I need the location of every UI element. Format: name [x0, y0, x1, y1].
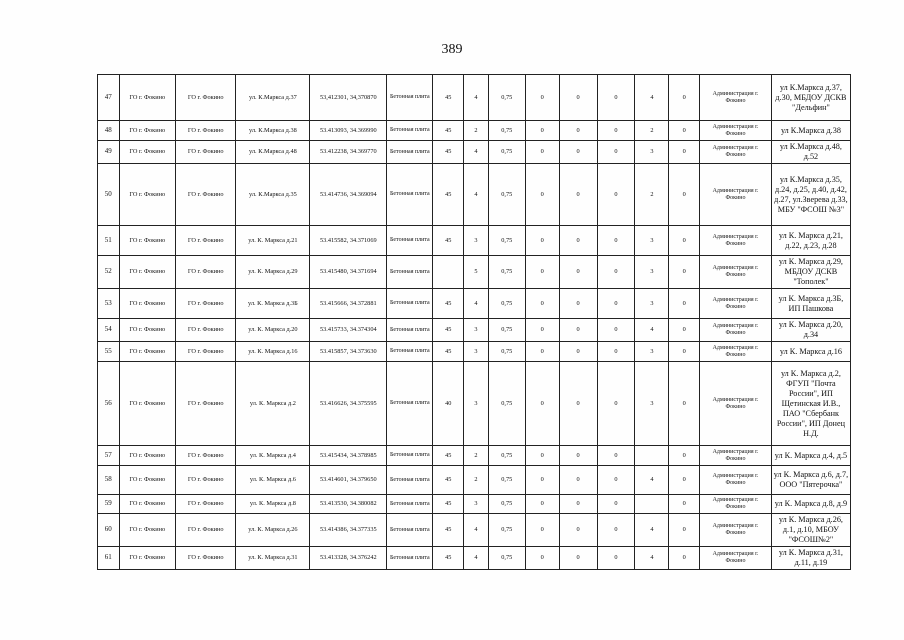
street-address-cell: ул. К. Маркса д.3Б: [236, 289, 310, 319]
value-cell-3: 0: [597, 319, 635, 342]
surface-cell: Бетонная плита: [387, 289, 433, 319]
value-cell-4: 4: [635, 319, 669, 342]
row-number: 48: [98, 121, 120, 141]
row-number: 47: [98, 75, 120, 121]
street-address-cell: ул. К. Маркса д.31: [236, 547, 310, 570]
surface-cell: Бетонная плита: [387, 121, 433, 141]
value-cell-5: 0: [669, 121, 700, 141]
container-count-cell: 4: [464, 547, 489, 570]
coordinates-cell: 53.413530, 34.380082: [310, 495, 387, 514]
value-cell-4: 4: [635, 547, 669, 570]
table-row: [98, 495, 851, 514]
owner-cell: Администрация г. Фокино: [700, 141, 772, 164]
street-address-cell: ул. К.Маркса д.37: [236, 75, 310, 121]
container-count-cell: 3: [464, 495, 489, 514]
coordinates-cell: 53.414601, 34.379650: [310, 466, 387, 495]
value-cell-3: 0: [597, 514, 635, 547]
area-cell: 45: [433, 164, 464, 226]
owner-cell: Администрация г. Фокино: [700, 342, 772, 362]
served-addresses-cell: ул К. Маркса д.8, д.9: [771, 495, 850, 514]
locality-cell: ГО г. Фокино: [175, 121, 236, 141]
coordinates-cell: 53.414386, 34.377335: [310, 514, 387, 547]
area-cell: 45: [433, 466, 464, 495]
surface-cell: Бетонная плита: [387, 164, 433, 226]
value-cell-4: 3: [635, 342, 669, 362]
locality-cell: ГО г. Фокино: [175, 514, 236, 547]
row-number: 55: [98, 342, 120, 362]
value-cell-1: 0: [525, 121, 559, 141]
served-addresses-cell: ул К. Маркса д.3Б, ИП Пашкова: [771, 289, 850, 319]
street-address-cell: ул. К. Маркса д.21: [236, 226, 310, 256]
container-volume-cell: 0,75: [488, 466, 525, 495]
coordinates-cell: 53.415857, 34.373630: [310, 342, 387, 362]
table-row: [98, 75, 851, 121]
surface-cell: Бетонная плита: [387, 256, 433, 289]
container-count-cell: 2: [464, 466, 489, 495]
value-cell-1: 0: [525, 362, 559, 446]
value-cell-1: 0: [525, 514, 559, 547]
container-sites-table: [97, 74, 851, 570]
district-cell: ГО г. Фокино: [119, 514, 175, 547]
served-addresses-cell: ул К. Маркса д.29, МБДОУ ДСКВ "Тополек": [771, 256, 850, 289]
value-cell-3: 0: [597, 495, 635, 514]
coordinates-cell: 53.416626, 34.375595: [310, 362, 387, 446]
value-cell-4: 4: [635, 75, 669, 121]
table-row: [98, 121, 851, 141]
locality-cell: ГО г. Фокино: [175, 547, 236, 570]
coordinates-cell: 53.415582, 34.371069: [310, 226, 387, 256]
value-cell-1: 0: [525, 75, 559, 121]
value-cell-5: 0: [669, 514, 700, 547]
street-address-cell: ул. К. Маркса д.8: [236, 495, 310, 514]
district-cell: ГО г. Фокино: [119, 226, 175, 256]
value-cell-4: 3: [635, 289, 669, 319]
container-count-cell: 4: [464, 164, 489, 226]
row-number: 51: [98, 226, 120, 256]
district-cell: ГО г. Фокино: [119, 75, 175, 121]
street-address-cell: ул. К.Маркса д.35: [236, 164, 310, 226]
surface-cell: Бетонная плита: [387, 226, 433, 256]
value-cell-2: 0: [559, 319, 597, 342]
table-row: [98, 319, 851, 342]
table-row: [98, 226, 851, 256]
container-volume-cell: 0,75: [488, 319, 525, 342]
surface-cell: Бетонная плита: [387, 495, 433, 514]
served-addresses-cell: ул К.Маркса д.37, д.30, МБДОУ ДСКВ "Дельфин": [771, 75, 850, 121]
value-cell-1: 0: [525, 547, 559, 570]
value-cell-4: [635, 495, 669, 514]
area-cell: 45: [433, 446, 464, 466]
street-address-cell: ул. К.Маркса д.38: [236, 121, 310, 141]
row-number: 60: [98, 514, 120, 547]
surface-cell: Бетонная плита: [387, 547, 433, 570]
locality-cell: ГО г. Фокино: [175, 164, 236, 226]
container-count-cell: 2: [464, 446, 489, 466]
table-row: [98, 514, 851, 547]
served-addresses-cell: ул К. Маркса д.26, д.1, д.10, МБОУ "ФСОШ№2": [771, 514, 850, 547]
table-row: [98, 342, 851, 362]
value-cell-1: 0: [525, 342, 559, 362]
coordinates-cell: 53.413093, 34.369990: [310, 121, 387, 141]
row-number: 58: [98, 466, 120, 495]
owner-cell: Администрация г. Фокино: [700, 446, 772, 466]
container-count-cell: 5: [464, 256, 489, 289]
value-cell-5: 0: [669, 342, 700, 362]
value-cell-5: 0: [669, 362, 700, 446]
district-cell: ГО г. Фокино: [119, 141, 175, 164]
street-address-cell: ул. К. Маркса д.6: [236, 466, 310, 495]
district-cell: ГО г. Фокино: [119, 289, 175, 319]
area-cell: 45: [433, 121, 464, 141]
value-cell-2: 0: [559, 121, 597, 141]
area-cell: 45: [433, 226, 464, 256]
coordinates-cell: 53.414736, 34.369094: [310, 164, 387, 226]
table-row: [98, 466, 851, 495]
surface-cell: Бетонная плита: [387, 362, 433, 446]
value-cell-2: 0: [559, 495, 597, 514]
street-address-cell: ул. К.Маркса д.48: [236, 141, 310, 164]
served-addresses-cell: ул К.Маркса д.38: [771, 121, 850, 141]
surface-cell: Бетонная плита: [387, 319, 433, 342]
value-cell-5: 0: [669, 164, 700, 226]
container-volume-cell: 0,75: [488, 342, 525, 362]
surface-cell: Бетонная плита: [387, 141, 433, 164]
value-cell-5: 0: [669, 256, 700, 289]
container-count-cell: 3: [464, 342, 489, 362]
value-cell-3: 0: [597, 141, 635, 164]
served-addresses-cell: ул К.Маркса д.35, д.24, д.25, д.40, д.42, д.27, ул.Зверева д.33, МБУ "ФСОШ №3": [771, 164, 850, 226]
district-cell: ГО г. Фокино: [119, 319, 175, 342]
district-cell: ГО г. Фокино: [119, 362, 175, 446]
value-cell-3: 0: [597, 256, 635, 289]
street-address-cell: ул. К. Маркса д.20: [236, 319, 310, 342]
row-number: 57: [98, 446, 120, 466]
row-number: 61: [98, 547, 120, 570]
value-cell-2: 0: [559, 164, 597, 226]
table-row: [98, 164, 851, 226]
container-volume-cell: 0,75: [488, 362, 525, 446]
value-cell-1: 0: [525, 164, 559, 226]
row-number: 50: [98, 164, 120, 226]
district-cell: ГО г. Фокино: [119, 121, 175, 141]
container-volume-cell: 0,75: [488, 164, 525, 226]
street-address-cell: ул. К. Маркса д.2: [236, 362, 310, 446]
owner-cell: Администрация г. Фокино: [700, 75, 772, 121]
street-address-cell: ул. К. Маркса д.26: [236, 514, 310, 547]
container-volume-cell: 0,75: [488, 547, 525, 570]
value-cell-5: 0: [669, 495, 700, 514]
district-cell: ГО г. Фокино: [119, 446, 175, 466]
area-cell: 45: [433, 547, 464, 570]
street-address-cell: ул. К. Маркса д.29: [236, 256, 310, 289]
value-cell-2: 0: [559, 256, 597, 289]
owner-cell: Администрация г. Фокино: [700, 466, 772, 495]
locality-cell: ГО г. Фокино: [175, 319, 236, 342]
table-row: [98, 256, 851, 289]
container-count-cell: 3: [464, 319, 489, 342]
coordinates-cell: 53.415434, 34.378985: [310, 446, 387, 466]
container-count-cell: 3: [464, 226, 489, 256]
value-cell-3: 0: [597, 342, 635, 362]
area-cell: 40: [433, 362, 464, 446]
locality-cell: ГО г. Фокино: [175, 495, 236, 514]
value-cell-5: 0: [669, 319, 700, 342]
value-cell-3: 0: [597, 362, 635, 446]
value-cell-4: 3: [635, 141, 669, 164]
value-cell-2: 0: [559, 547, 597, 570]
owner-cell: Администрация г. Фокино: [700, 547, 772, 570]
value-cell-4: 2: [635, 121, 669, 141]
owner-cell: Администрация г. Фокино: [700, 289, 772, 319]
value-cell-5: 0: [669, 289, 700, 319]
value-cell-4: 4: [635, 466, 669, 495]
locality-cell: ГО г. Фокино: [175, 226, 236, 256]
value-cell-3: 0: [597, 289, 635, 319]
value-cell-1: 0: [525, 466, 559, 495]
served-addresses-cell: ул К. Маркса д.6, д.7, ООО "Пятерочка": [771, 466, 850, 495]
container-volume-cell: 0,75: [488, 141, 525, 164]
value-cell-2: 0: [559, 446, 597, 466]
served-addresses-cell: ул К. Маркса д.2, ФГУП "Почта России", ИП Щетинская И.В., ПАО "Сбербанк России", ИП Донец Н.Д.: [771, 362, 850, 446]
container-count-cell: 4: [464, 141, 489, 164]
value-cell-2: 0: [559, 75, 597, 121]
container-volume-cell: 0,75: [488, 226, 525, 256]
value-cell-5: 0: [669, 547, 700, 570]
row-number: 59: [98, 495, 120, 514]
value-cell-2: 0: [559, 514, 597, 547]
container-count-cell: 4: [464, 514, 489, 547]
locality-cell: ГО г. Фокино: [175, 256, 236, 289]
served-addresses-cell: ул К. Маркса д.4, д.5: [771, 446, 850, 466]
container-volume-cell: 0,75: [488, 514, 525, 547]
container-count-cell: 2: [464, 121, 489, 141]
area-cell: 45: [433, 319, 464, 342]
value-cell-2: 0: [559, 342, 597, 362]
area-cell: 45: [433, 75, 464, 121]
value-cell-4: 3: [635, 226, 669, 256]
district-cell: ГО г. Фокино: [119, 495, 175, 514]
area-cell: 45: [433, 342, 464, 362]
value-cell-4: 2: [635, 164, 669, 226]
value-cell-2: 0: [559, 362, 597, 446]
area-cell: 45: [433, 141, 464, 164]
table-row: [98, 362, 851, 446]
value-cell-4: 3: [635, 362, 669, 446]
locality-cell: ГО г. Фокино: [175, 289, 236, 319]
owner-cell: Администрация г. Фокино: [700, 319, 772, 342]
row-number: 54: [98, 319, 120, 342]
locality-cell: ГО г. Фокино: [175, 362, 236, 446]
value-cell-3: 0: [597, 446, 635, 466]
value-cell-1: 0: [525, 141, 559, 164]
container-count-cell: 4: [464, 289, 489, 319]
value-cell-1: 0: [525, 289, 559, 319]
surface-cell: Бетонная плита: [387, 466, 433, 495]
value-cell-1: 0: [525, 319, 559, 342]
served-addresses-cell: ул К. Маркса д.20, д.34: [771, 319, 850, 342]
surface-cell: Бетонная плита: [387, 446, 433, 466]
district-cell: ГО г. Фокино: [119, 164, 175, 226]
value-cell-2: 0: [559, 226, 597, 256]
owner-cell: Администрация г. Фокино: [700, 226, 772, 256]
value-cell-1: 0: [525, 446, 559, 466]
locality-cell: ГО г. Фокино: [175, 466, 236, 495]
value-cell-3: 0: [597, 121, 635, 141]
street-address-cell: ул. К. Маркса д.16: [236, 342, 310, 362]
container-volume-cell: 0,75: [488, 446, 525, 466]
value-cell-5: 0: [669, 75, 700, 121]
surface-cell: Бетонная плита: [387, 342, 433, 362]
coordinates-cell: 53.413328, 34.376242: [310, 547, 387, 570]
row-number: 52: [98, 256, 120, 289]
value-cell-1: 0: [525, 226, 559, 256]
coordinates-cell: 53.412238, 34.369770: [310, 141, 387, 164]
value-cell-3: 0: [597, 164, 635, 226]
coordinates-cell: 53.415733, 34.374304: [310, 319, 387, 342]
area-cell: 45: [433, 495, 464, 514]
table-row: [98, 547, 851, 570]
owner-cell: Администрация г. Фокино: [700, 164, 772, 226]
area-cell: 45: [433, 514, 464, 547]
owner-cell: Администрация г. Фокино: [700, 256, 772, 289]
row-number: 56: [98, 362, 120, 446]
value-cell-4: [635, 446, 669, 466]
container-volume-cell: 0,75: [488, 121, 525, 141]
value-cell-1: 0: [525, 256, 559, 289]
value-cell-2: 0: [559, 141, 597, 164]
locality-cell: ГО г. Фокино: [175, 141, 236, 164]
table-row: [98, 141, 851, 164]
container-volume-cell: 0,75: [488, 256, 525, 289]
coordinates-cell: 53,412301, 34,370870: [310, 75, 387, 121]
district-cell: ГО г. Фокино: [119, 342, 175, 362]
value-cell-5: 0: [669, 141, 700, 164]
coordinates-cell: 53.415480, 34.371694: [310, 256, 387, 289]
row-number: 49: [98, 141, 120, 164]
row-number: 53: [98, 289, 120, 319]
district-cell: ГО г. Фокино: [119, 547, 175, 570]
value-cell-4: 3: [635, 256, 669, 289]
street-address-cell: ул. К. Маркса д.4: [236, 446, 310, 466]
container-count-cell: 3: [464, 362, 489, 446]
surface-cell: Бетонная плита: [387, 75, 433, 121]
area-cell: [433, 256, 464, 289]
owner-cell: Администрация г. Фокино: [700, 514, 772, 547]
district-cell: ГО г. Фокино: [119, 466, 175, 495]
locality-cell: ГО г. Фокино: [175, 342, 236, 362]
owner-cell: Администрация г. Фокино: [700, 362, 772, 446]
value-cell-4: 4: [635, 514, 669, 547]
container-count-cell: 4: [464, 75, 489, 121]
locality-cell: ГО г. Фокино: [175, 75, 236, 121]
served-addresses-cell: ул К. Маркса д.21, д.22, д.23, д.28: [771, 226, 850, 256]
served-addresses-cell: ул К.Маркса д.48, д.52: [771, 141, 850, 164]
served-addresses-cell: ул К. Маркса д.31, д.11, д.19: [771, 547, 850, 570]
value-cell-3: 0: [597, 547, 635, 570]
owner-cell: Администрация г. Фокино: [700, 495, 772, 514]
table-row: [98, 289, 851, 319]
container-volume-cell: 0,75: [488, 495, 525, 514]
value-cell-3: 0: [597, 466, 635, 495]
surface-cell: Бетонная плита: [387, 514, 433, 547]
coordinates-cell: 53.415666, 34.372881: [310, 289, 387, 319]
value-cell-2: 0: [559, 466, 597, 495]
value-cell-5: 0: [669, 446, 700, 466]
value-cell-5: 0: [669, 226, 700, 256]
value-cell-5: 0: [669, 466, 700, 495]
value-cell-3: 0: [597, 226, 635, 256]
value-cell-2: 0: [559, 289, 597, 319]
table-row: [98, 446, 851, 466]
district-cell: ГО г. Фокино: [119, 256, 175, 289]
area-cell: 45: [433, 289, 464, 319]
locality-cell: ГО г. Фокино: [175, 446, 236, 466]
owner-cell: Администрация г. Фокино: [700, 121, 772, 141]
served-addresses-cell: ул К. Маркса д.16: [771, 342, 850, 362]
value-cell-1: 0: [525, 495, 559, 514]
container-volume-cell: 0,75: [488, 75, 525, 121]
page-number: 389: [441, 42, 463, 57]
value-cell-3: 0: [597, 75, 635, 121]
container-volume-cell: 0,75: [488, 289, 525, 319]
